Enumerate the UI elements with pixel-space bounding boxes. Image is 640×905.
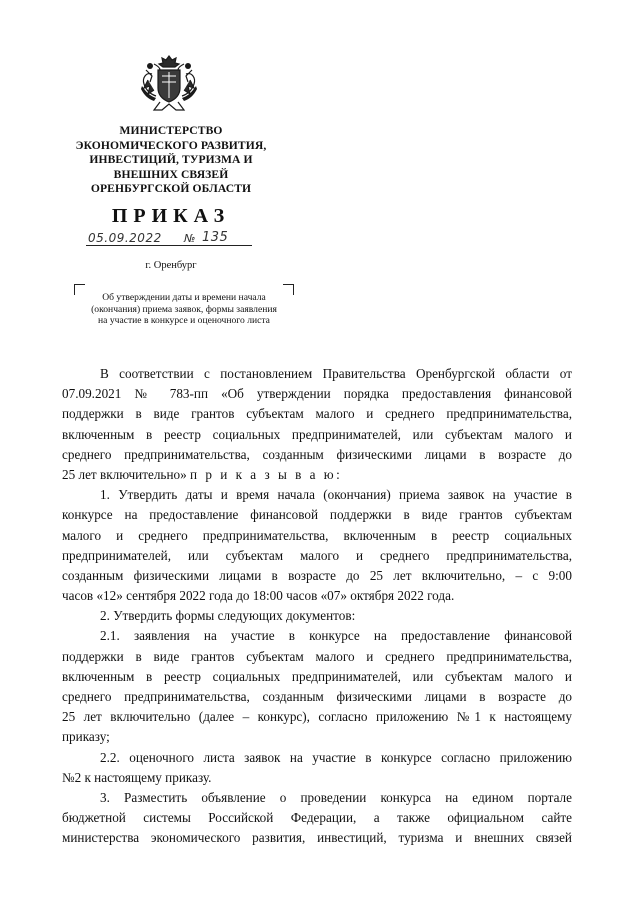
body-line: 2. Утвердить формы следующих документов:	[100, 608, 356, 624]
order-body	[62, 364, 572, 849]
body-line: 2.1. заявления на участие в конкурсе на предоставление финансовой	[100, 628, 572, 644]
order-subject	[74, 284, 294, 330]
ministry-line-2: ЭКОНОМИЧЕСКОГО РАЗВИТИЯ,	[75, 138, 267, 152]
body-line: 3. Разместить объявление о проведении конкурса на едином портале	[100, 789, 572, 805]
body-line: конкурсе на предоставление финансовой поддержки в виде грантов субъектам	[62, 507, 572, 523]
subject-text	[78, 292, 290, 327]
ministry-line-5: ОРЕНБУРГСКОЙ ОБЛАСТИ	[90, 182, 252, 196]
body-line: 25 лет включительно (далее – конкурс), согласно приложению №1 к настоящему	[62, 709, 572, 725]
subject-line-1: Об утверждении даты и времени начала	[102, 292, 266, 303]
subject-line-3: на участие в конкурсе и оценочного листа	[98, 315, 270, 327]
handwritten-number: 135	[202, 230, 229, 245]
subject-line-2: (окончания) приема заявок, формы заявления	[91, 303, 277, 315]
body-line: 25 лет включительно»	[62, 466, 187, 482]
body-line: созданным физическими лицами в возрасте до 25 лет включительно, – с 9:00	[62, 567, 572, 583]
body-line: В соответствии с постановлением Правительства Оренбургской области от	[100, 366, 572, 381]
body-line: 1. Утвердить даты и время начала (окончания) приема заявок на участие в	[100, 487, 572, 503]
date-number-line	[86, 230, 252, 250]
body-line: 07.09.2021 № 783-пп «Об утверждении порядка предоставления финансовой	[62, 386, 572, 402]
ministry-line-1: МИНИСТЕРСТВО	[119, 124, 223, 137]
body-line: включенным в реестр социальных предпринимателей, или субъектам малого и	[62, 668, 572, 684]
body-line: приказу;	[62, 729, 110, 745]
order-title: ПРИКАЗ	[111, 205, 231, 227]
body-line: среднего предпринимательства, созданным физическими лицами в возрасте до	[62, 689, 572, 704]
ministry-line-3: ИНВЕСТИЦИЙ, ТУРИЗМА И	[89, 153, 253, 167]
body-line: министерства экономического развития, инвестиций, туризма и внешних связей	[62, 830, 572, 846]
body-line: включенным в реестр социальных предпринимателей, или субъектам малого и	[62, 426, 572, 442]
body-line: предпринимателей, или субъектам малого и среднего предпринимательства,	[62, 547, 572, 563]
number-sign: №	[184, 232, 196, 245]
body-line: часов «12» сентября 2022 года до 18:00 часов «07» октября 2022 года.	[62, 588, 455, 604]
ministry-name	[60, 124, 282, 197]
body-line: поддержки в виде грантов субъектам малого и среднего предпринимательства,	[62, 406, 572, 422]
coat-of-arms-emblem	[138, 52, 200, 114]
body-line: 2.2. оценочного листа заявок на участие в конкурсе согласно приложению	[100, 749, 572, 765]
signature-underline	[86, 245, 252, 246]
city-label: г. Оренбург	[145, 260, 197, 271]
body-line: бюджетной системы Российской Федерации, а также официальном сайте	[62, 810, 572, 826]
body-line: малого и среднего предпринимательства, включенным в реестр социальных	[62, 527, 572, 543]
body-line: поддержки в виде грантов субъектам малого и среднего предпринимательства,	[62, 648, 572, 664]
order-verb: п р и к а з ы в а ю:	[190, 466, 343, 482]
body-line: среднего предпринимательства, созданным физическими лицами в возрасте до	[62, 446, 572, 462]
ministry-line-4: ВНЕШНИХ СВЯЗЕЙ	[113, 167, 229, 181]
handwritten-date: 05.09.2022	[88, 231, 162, 245]
body-line: №2 к настоящему приказу.	[62, 769, 212, 785]
body-line-with-order-word	[62, 465, 572, 485]
